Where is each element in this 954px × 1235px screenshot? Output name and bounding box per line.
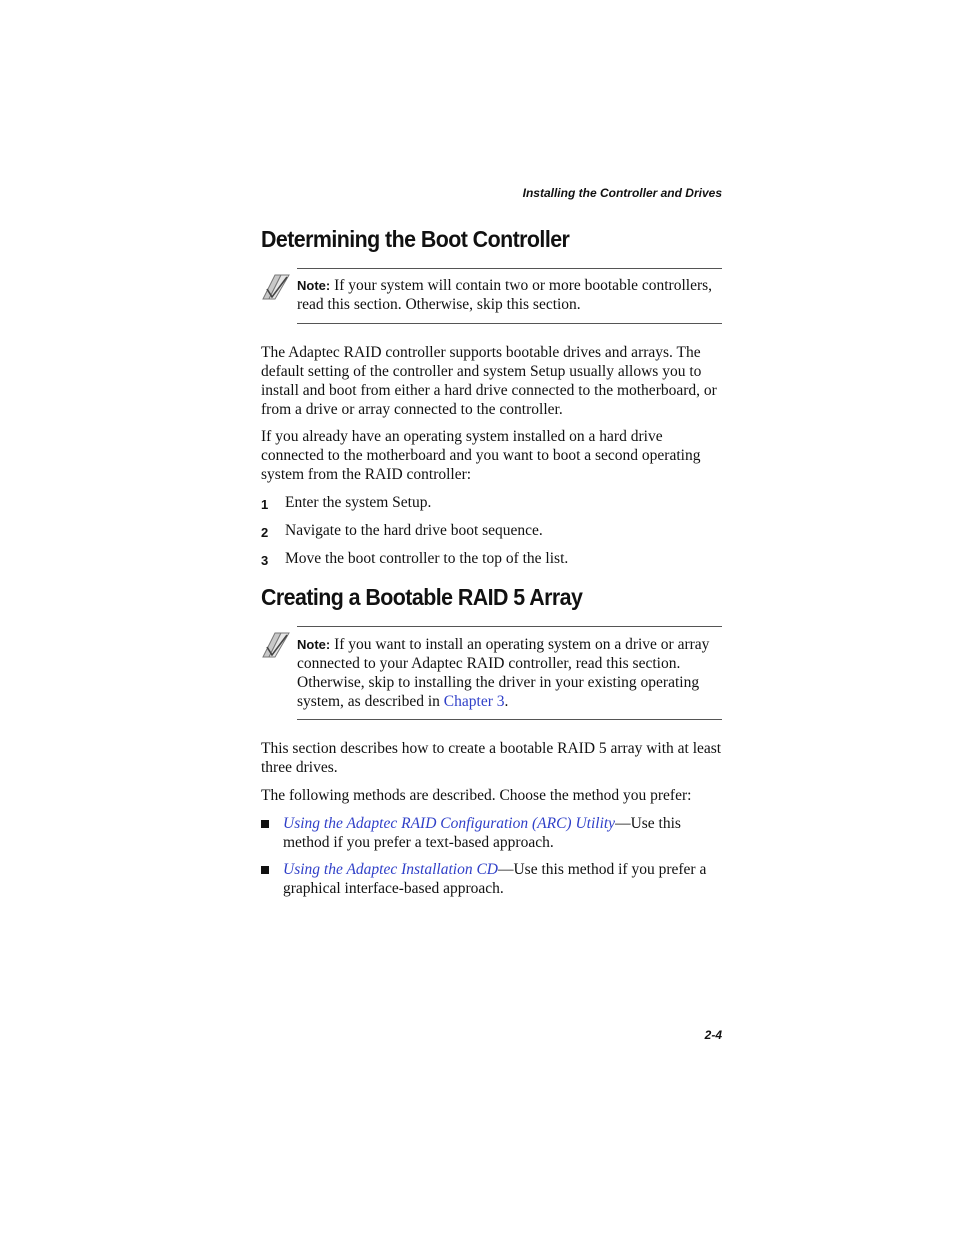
- paragraph-methods-intro: The following methods are described. Choose the method you prefer:: [261, 787, 692, 804]
- bullet-text: [283, 860, 726, 898]
- note-bottom-rule: [297, 719, 722, 720]
- bullet-square-icon: [261, 866, 269, 874]
- note-bottom-rule: [297, 323, 722, 324]
- chapter-3-link[interactable]: Chapter 3: [443, 693, 505, 710]
- section-title-raid5-array: Creating a Bootable RAID 5 Array: [261, 584, 583, 610]
- bullet-square-icon: [261, 820, 269, 828]
- note-text-raid5: [297, 635, 722, 711]
- running-header: Installing the Controller and Drives: [522, 186, 722, 200]
- paragraph-boot-existing-os: If you already have an operating system installed on a hard drive connected to the motherboard and you want to boot a second operating system from the RAID controller:: [261, 428, 701, 483]
- note-top-rule: [297, 626, 722, 627]
- note-body-end: .: [504, 693, 509, 710]
- note-pencil-icon: [261, 271, 291, 301]
- list-item: [261, 814, 726, 854]
- note-box-raid5: [261, 626, 722, 720]
- step-text: Navigate to the hard drive boot sequence.: [285, 522, 543, 539]
- note-pencil-icon: [261, 629, 291, 659]
- note-body: If your system will contain two or more bootable controllers, read this section. Otherwise, skip this section.: [297, 277, 713, 313]
- installation-cd-link[interactable]: Using the Adaptec Installation CD: [283, 861, 498, 878]
- step-number: 2: [261, 525, 269, 540]
- note-label: Note:: [297, 637, 331, 652]
- note-top-rule: [297, 268, 722, 269]
- note-label: Note:: [297, 278, 331, 293]
- bullet-description: —Use this method if you prefer a graphical interface-based approach.: [283, 861, 707, 897]
- paragraph-raid5-description: This section describes how to create a bootable RAID 5 array with at least three drives.: [261, 740, 722, 776]
- bullet-description: —Use this method if you prefer a text-based approach.: [283, 815, 681, 851]
- step-number: 3: [261, 553, 269, 568]
- step-text: Enter the system Setup.: [285, 494, 432, 511]
- section-title-boot-controller: Determining the Boot Controller: [261, 226, 570, 252]
- step-number: 1: [261, 497, 269, 512]
- list-item: [261, 860, 726, 900]
- step-item: [261, 521, 726, 541]
- note-box-boot: [261, 268, 722, 324]
- note-text-boot: [297, 276, 722, 314]
- bullet-text: [283, 814, 726, 852]
- step-item: [261, 549, 726, 569]
- step-text: Move the boot controller to the top of the list.: [285, 550, 569, 567]
- arc-utility-link[interactable]: Using the Adaptec RAID Configuration (ARC) Utility: [283, 815, 616, 832]
- paragraph-boot-support: The Adaptec RAID controller supports bootable drives and arrays. The default setting of the controller and system Setup usually allows you to install and boot from either a hard drive connected to the motherboard, or from a drive or array connected to the controller.: [261, 344, 717, 418]
- page-number: 2-4: [704, 1028, 722, 1042]
- step-item: [261, 493, 726, 513]
- note-body: If you want to install an operating system on a drive or array connected to your Adaptec RAID controller, read this section. Otherwise, skip to installing the driver in your existing operating system, as described in: [297, 636, 710, 710]
